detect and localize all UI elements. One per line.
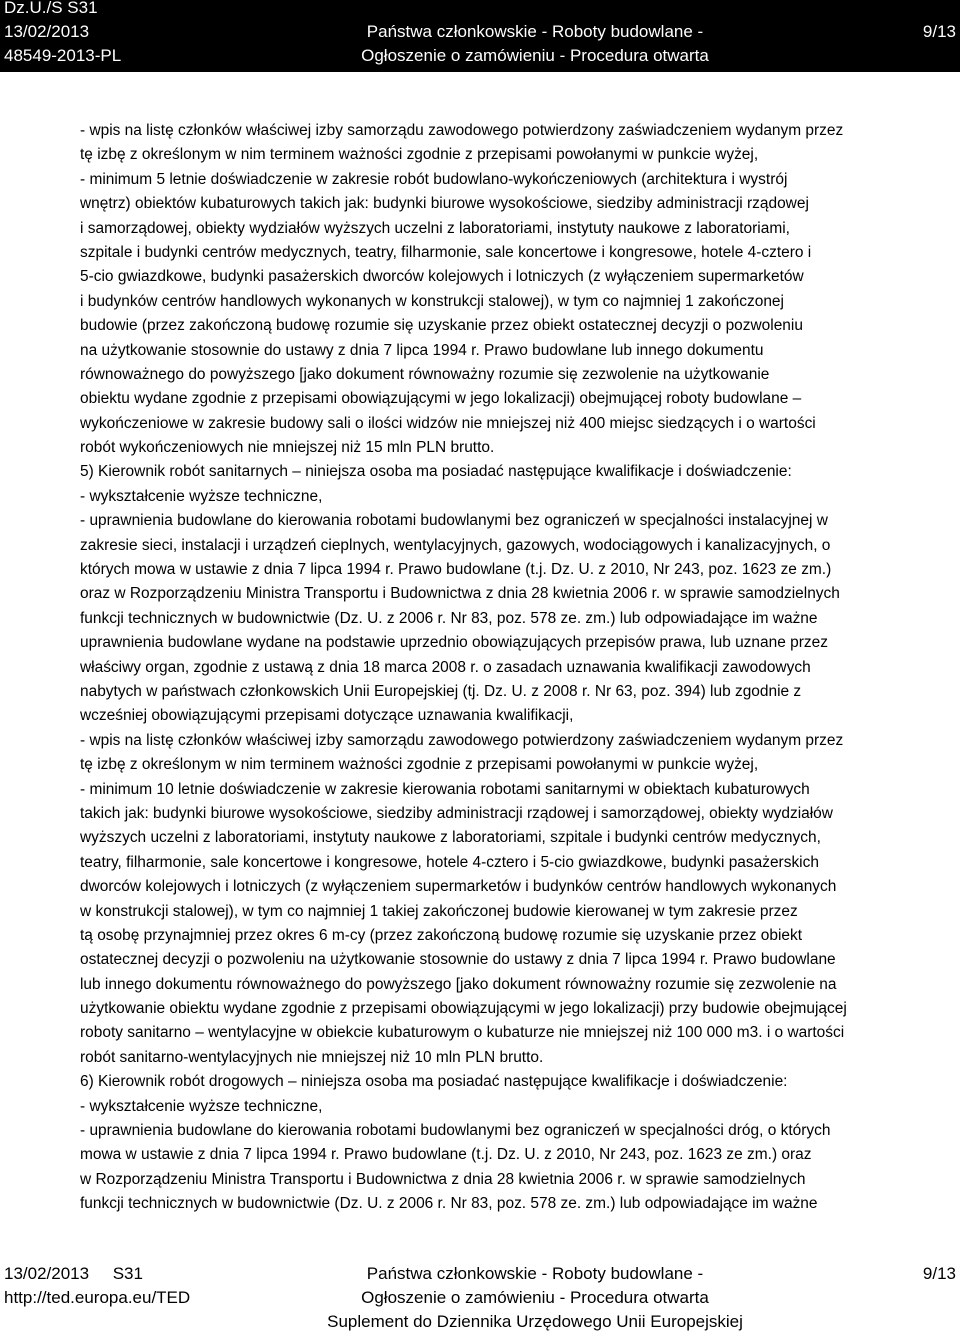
body-text-line: tę izbę z określonym w nim terminem ważności zgodnie z przepisami powołanymi w punkcie wyżej,: [80, 146, 759, 164]
body-text-line: wcześniej obowiązującymi przepisami dotyczące uznawania kwalifikacji,: [80, 707, 574, 725]
body-text-line: wykończeniowe w zakresie budowy sali o ilości widzów nie mniejszej niż 400 miejsc siedzących i o wartości: [80, 414, 816, 432]
notice-id: 48549-2013-PL: [4, 46, 122, 65]
body-text-line: 6) Kierownik robót drogowych – niniejsza osoba ma posiadać następujące kwalifikacje i doświadczenie:: [80, 1073, 788, 1091]
footer-page-number: 9/13: [922, 1264, 956, 1283]
body-text-line: nabytych w państwach członkowskich Unii Europejskiej (tj. Dz. U. z 2008 r. Nr 63, poz. 394) lub zgodnie z: [80, 682, 802, 700]
body-text-line: zakresie sieci, instalacji i urządzeń cieplnych, wentylacyjnych, gazowych, wodociągowych i kanalizacyjnych, o: [80, 536, 831, 554]
page-footer: [0, 1262, 960, 1334]
body-text-line: - minimum 10 letnie doświadczenie w zakresie kierowania robotami sanitarnymi w obiektach kubaturowych: [80, 780, 810, 798]
body-text-line: - wpis na listę członków właściwej izby samorządu zawodowego potwierdzony zaświadczeniem wydanym przez: [80, 731, 844, 749]
body-text-line: dworców kolejowych i lotniczych (z wyłączeniem supermarketów i budynków centrów handlowych wykonanych: [80, 878, 837, 896]
body-text-line: - wpis na listę członków właściwej izby samorządu zawodowego potwierdzony zaświadczeniem wydanym przez: [80, 122, 844, 139]
body-text-line: i samorządowej, obiekty wydziałów wyższych uczelni z laboratoriami, instytuty naukowe z laboratoriami,: [80, 219, 790, 237]
header-title-line1: Państwa członkowskie - Roboty budowlane -: [366, 22, 704, 41]
journal-reference: Dz.U./S S31: [4, 0, 98, 17]
body-text-line: lub innego dokumentu równoważnego do powyższego [jako dokument równoważny rozumie się zezwolenie na: [80, 975, 837, 993]
header-date: 13/02/2013: [4, 22, 90, 41]
page-header: [0, 0, 960, 72]
body-text-line: - wykształcenie wyższe techniczne,: [80, 1097, 323, 1115]
body-text-line: takich jak: budynki biurowe wysokościowe, siedziby administracji rządowej i samorządowej, obiekty wydziałów: [80, 804, 833, 822]
body-text-line: teatry, filharmonie, sale koncertowe i kongresowe, hotele 4-cztero i 5-cio gwiazdkowe, budynki pasażerskich: [80, 853, 819, 871]
body-text-line: roboty sanitarno – wentylacyjne w obiekcie kubaturowym o kubaturze nie mniejszej niż 100 000 m3. i o wartości: [80, 1024, 845, 1042]
body-text-line: robót sanitarno-wentylacyjnych nie mniejszej niż 10 mln PLN brutto.: [80, 1048, 544, 1066]
footer-title-line2: Ogłoszenie o zamówieniu - Procedura otwarta: [361, 1288, 709, 1307]
body-text-line: których mowa w ustawie z dnia 7 lipca 1994 r. Prawo budowlane (t.j. Dz. U. z 2010, Nr 243, poz. 1623 ze zm.): [80, 561, 832, 579]
body-text-line: uprawnienia budowlane wydane na podstawie uprzednio obowiązujących przepisów prawa, lub uznane przez: [80, 634, 828, 652]
footer-title-line1: Państwa członkowskie - Roboty budowlane -: [366, 1264, 704, 1283]
body-text-line: ostatecznej decyzji o pozwoleniu na użytkowanie stosownie do ustawy z dnia 7 lipca 1994 r. Prawo budowlane: [80, 951, 836, 969]
body-text-line: właściwy organ, zgodnie z ustawą z dnia 18 marca 2008 r. o zasadach uznawania kwalifikacji zawodowych: [80, 658, 811, 676]
footer-title-line3: Suplement do Dziennika Urzędowego Unii Europejskiej: [327, 1312, 743, 1331]
body-text-line: obiektu wydane zgodnie z przepisami obowiązującymi w jego lokalizacji) obejmującej roboty budowlane –: [80, 390, 802, 408]
body-text-line: użytkowanie obiektu wydane zgodnie z przepisami obowiązującymi w jego lokalizacji) przy budowie obejmującej: [80, 1000, 847, 1018]
footer-url-link[interactable]: http://ted.europa.eu/TED: [4, 1288, 191, 1307]
body-text-line: budowie (przez zakończoną budowę rozumie się uzyskanie przez obiekt ostatecznej decyzji o pozwoleniu: [80, 317, 803, 335]
body-text-line: oraz w Rozporządzeniu Ministra Transportu i Budownictwa z dnia 28 kwietnia 2006 r. w sprawie samodzielnych: [80, 585, 840, 603]
body-text-line: - uprawnienia budowlane do kierowania robotami budowlanymi bez ograniczeń w specjalności dróg, o których: [80, 1122, 831, 1140]
body-text-line: funkcji technicznych w budownictwie (Dz. U. z 2006 r. Nr 83, poz. 578 ze. zm.) lub odpowiadające im ważne: [80, 1195, 818, 1213]
body-text-line: - minimum 5 letnie doświadczenie w zakresie robót budowlano-wykończeniowych (architektura i wystrój: [80, 170, 788, 188]
body-text-line: robót wykończeniowych nie mniejszej niż 15 mln PLN brutto.: [80, 439, 495, 457]
body-text-line: szpitale i budynki centrów medycznych, teatry, filharmonie, sale koncertowe i kongresowe, hotele 4-cztero i: [80, 243, 812, 261]
header-page-number: 9/13: [922, 22, 956, 41]
body-text-line: wnętrz) obiektów kubaturowych takich jak: budynki biurowe wysokościowe, siedziby administracji rządowej: [80, 195, 809, 213]
header-title-line2: Ogłoszenie o zamówieniu - Procedura otwarta: [361, 46, 709, 65]
body-text-line: i budynków centrów handlowych wykonanych w konstrukcji stalowej), w tym co najmniej 1 zakończonej: [80, 292, 784, 310]
body-text-line: 5) Kierownik robót sanitarnych – niniejsza osoba ma posiadać następujące kwalifikacje i doświadczenie:: [80, 463, 792, 481]
body-text-line: równoważnego do powyższego [jako dokument równoważny rozumie się zezwolenie na użytkowanie: [80, 365, 770, 383]
body-text-line: mowa w ustawie z dnia 7 lipca 1994 r. Prawo budowlane (t.j. Dz. U. z 2010, Nr 243, poz. 1623 ze zm.) oraz: [80, 1146, 812, 1164]
footer-date-section: 13/02/2013 S31: [4, 1264, 143, 1283]
body-text-line: 5-cio gwiazdkowe, budynki pasażerskich dworców kolejowych i lotniczych (z wyłączeniem supermarketów: [80, 268, 804, 286]
body-text-line: - wykształcenie wyższe techniczne,: [80, 487, 323, 505]
body-text-line: tę izbę z określonym w nim terminem ważności zgodnie z przepisami powołanymi w punkcie wyżej,: [80, 756, 759, 774]
body-text-line: - uprawnienia budowlane do kierowania robotami budowlanymi bez ograniczeń w specjalności instalacyjnej w: [80, 512, 828, 530]
notice-body-text: [80, 119, 960, 1217]
body-text-line: wyższych uczelni z laboratoriami, instytuty naukowe z laboratoriami, szpitale i budynki centrów medycznych,: [80, 829, 821, 847]
body-text-line: w konstrukcji stalowej), w tym co najmniej 1 takiej zakończonej budowie kierowanej w tym zakresie przez: [80, 902, 798, 920]
body-text-line: tą osobę przynajmniej przez okres 6 m-cy (przez zakończoną budowę rozumie się uzyskanie przez obiekt: [80, 926, 803, 944]
body-text-line: na użytkowanie stosownie do ustawy z dnia 7 lipca 1994 r. Prawo budowlane lub innego dokumentu: [80, 341, 764, 359]
body-text-line: w Rozporządzeniu Ministra Transportu i Budownictwa z dnia 28 kwietnia 2006 r. w sprawie samodzielnych: [80, 1170, 806, 1188]
body-text-line: funkcji technicznych w budownictwie (Dz. U. z 2006 r. Nr 83, poz. 578 ze. zm.) lub odpowiadające im ważne: [80, 609, 818, 627]
